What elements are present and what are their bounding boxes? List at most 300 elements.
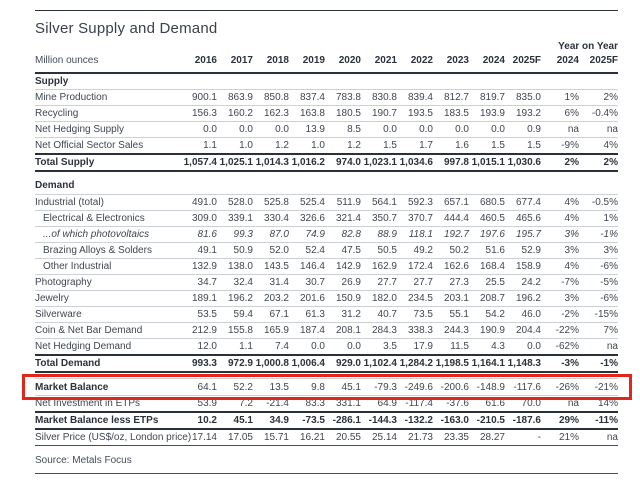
value-cell: 339.1	[227, 212, 253, 224]
yoy-cell: -6%	[600, 292, 618, 304]
value-cell: 187.4	[299, 324, 325, 336]
value-cell: 25.5	[485, 276, 505, 288]
value-cell: 203.1	[443, 292, 469, 304]
row-label: Silver Price (US$/oz, London price)	[35, 432, 192, 443]
yoy-cell: 21%	[558, 432, 579, 443]
row-label: Net Hedging Supply	[35, 124, 124, 135]
yoy-cell: 1%	[564, 92, 579, 103]
value-cell: 53.5	[197, 308, 217, 320]
value-cell: 52.2	[233, 381, 253, 393]
value-cell: 13.9	[305, 124, 325, 135]
value-cell: -286.1	[332, 415, 361, 426]
value-cell: 1,164.1	[471, 357, 505, 369]
value-cell: 511.9	[336, 196, 361, 208]
value-cell: 1.2	[347, 140, 361, 151]
table-row	[35, 138, 618, 155]
value-cell: 1,014.3	[255, 157, 289, 168]
value-cell: 155.8	[227, 324, 253, 336]
value-cell: 23.35	[443, 432, 469, 443]
value-cell: 0.0	[239, 124, 253, 135]
year-column-header: 2016	[194, 55, 217, 66]
value-cell: 208.7	[479, 292, 505, 304]
value-cell: 1,102.4	[363, 357, 397, 369]
value-cell: 0.9	[527, 124, 541, 135]
value-cell: 370.7	[407, 212, 433, 224]
value-cell: 47.5	[341, 244, 361, 256]
row-label: Net Investment in ETPs	[35, 398, 141, 409]
value-cell: 162.6	[443, 260, 469, 272]
yoy-cell: 3%	[564, 244, 579, 256]
value-cell: 0.0	[275, 124, 289, 135]
value-cell: 190.7	[371, 108, 397, 119]
value-cell: 40.7	[377, 308, 397, 320]
value-cell: 83.3	[305, 398, 325, 409]
value-cell: 1.0	[311, 140, 325, 151]
yoy-cell: -7%	[561, 276, 579, 288]
table-row	[35, 338, 618, 355]
yoy-column-header: 2024	[556, 55, 579, 66]
section-header-row	[35, 73, 618, 90]
section-header-row	[35, 178, 618, 194]
value-cell: 64.1	[197, 381, 217, 393]
value-cell: 284.3	[371, 324, 397, 336]
value-cell: 50.2	[449, 244, 469, 256]
value-cell: 30.7	[305, 276, 325, 288]
table-row	[35, 322, 618, 338]
yoy-cell: na	[606, 432, 618, 443]
row-label: Industrial (total)	[35, 196, 104, 208]
value-cell: 929.0	[335, 357, 361, 369]
value-cell: 0.0	[311, 340, 325, 352]
year-column-header: 2020	[338, 55, 361, 66]
value-cell: 830.8	[371, 92, 397, 103]
value-cell: 997.8	[443, 157, 469, 168]
yoy-cell: 3%	[564, 292, 579, 304]
table-row	[35, 210, 618, 226]
yoy-cell: 6%	[564, 108, 579, 119]
top-rule	[35, 10, 618, 11]
value-cell: 11.5	[450, 340, 469, 352]
value-cell: 444.4	[443, 212, 469, 224]
value-cell: 0.0	[419, 124, 433, 135]
value-cell: 193.9	[479, 108, 505, 119]
value-cell: 49.1	[197, 244, 217, 256]
yoy-cell: -0.4%	[591, 108, 618, 119]
table-row	[35, 226, 618, 242]
value-cell: 244.3	[443, 324, 469, 336]
table-row	[35, 242, 618, 258]
table-row	[35, 194, 618, 210]
value-cell: 17.14	[191, 432, 217, 443]
value-cell: 196.2	[227, 292, 253, 304]
value-cell: 34.7	[197, 276, 217, 288]
value-cell: 863.9	[227, 92, 253, 103]
value-cell: 321.4	[335, 212, 361, 224]
value-cell: 52.9	[521, 244, 541, 256]
table-row	[35, 379, 618, 396]
value-cell: 1,023.1	[363, 157, 397, 168]
yoy-cell: 29%	[558, 415, 579, 426]
value-cell: 1.6	[455, 140, 469, 151]
value-cell: 1,284.2	[399, 357, 433, 369]
value-cell: 193.5	[407, 108, 433, 119]
value-cell: 0.0	[347, 340, 361, 352]
yoy-cell: 14%	[597, 398, 618, 409]
value-cell: -132.2	[404, 415, 433, 426]
row-label: Market Balance	[35, 381, 109, 393]
value-cell: -163.0	[440, 415, 469, 426]
value-cell: 46.0	[521, 308, 541, 320]
yoy-cell: na	[567, 124, 579, 135]
value-cell: 1,000.8	[255, 357, 289, 369]
value-cell: 143.5	[263, 260, 289, 272]
yoy-cell: 2%	[564, 157, 579, 168]
yoy-cell: -21%	[594, 381, 618, 393]
table-row	[35, 396, 618, 413]
spacer-row	[35, 171, 618, 178]
row-label: Photography	[35, 276, 92, 288]
value-cell: 17.05	[227, 432, 253, 443]
value-cell: 49.2	[413, 244, 433, 256]
yoy-cell: na	[567, 398, 579, 409]
value-cell: 20.55	[335, 432, 361, 443]
value-cell: 88.9	[377, 228, 397, 240]
value-cell: 203.2	[263, 292, 289, 304]
value-cell: 0.0	[491, 124, 505, 135]
value-cell: 53.9	[197, 398, 217, 409]
yoy-cell: 4%	[564, 196, 579, 208]
yoy-cell: -11%	[595, 415, 618, 426]
yoy-cell: -26%	[555, 381, 579, 393]
value-cell: -249.6	[404, 381, 433, 393]
yoy-cell: 4%	[603, 140, 618, 151]
value-cell: 28.27	[479, 432, 505, 443]
row-label: Recycling	[35, 108, 79, 119]
value-cell: 819.7	[479, 92, 505, 103]
row-label: ...of which photovoltaics	[43, 228, 150, 240]
spacer	[35, 372, 618, 379]
year-column-header: 2019	[302, 55, 325, 66]
value-cell: -37.6	[446, 398, 469, 409]
value-cell: 837.4	[299, 92, 325, 103]
value-cell: 1,006.4	[291, 357, 325, 369]
value-cell: 330.4	[263, 212, 289, 224]
value-cell: 25.14	[371, 432, 397, 443]
value-cell: 331.1	[335, 398, 361, 409]
value-cell: 34.9	[269, 415, 289, 426]
value-cell: 839.4	[407, 92, 433, 103]
value-cell: 1.5	[527, 140, 541, 151]
yoy-cell: -3%	[561, 357, 579, 369]
year-column-header: 2024	[482, 55, 505, 66]
value-cell: 17.9	[413, 340, 433, 352]
table-row	[35, 122, 618, 138]
value-cell: 156.3	[191, 108, 217, 119]
value-cell: 172.4	[407, 260, 433, 272]
value-cell: 50.5	[377, 244, 397, 256]
yoy-cell: -1%	[600, 228, 618, 240]
value-cell: 326.6	[299, 212, 325, 224]
table-row	[35, 429, 618, 446]
yoy-cell: -1%	[600, 357, 618, 369]
value-cell: 1,198.5	[435, 357, 469, 369]
value-cell: 73.5	[413, 308, 433, 320]
value-cell: 1,148.3	[507, 357, 541, 369]
value-cell: 55.1	[449, 308, 469, 320]
total-row	[35, 412, 618, 429]
value-cell: 12.0	[197, 340, 217, 352]
value-cell: 564.1	[371, 196, 397, 208]
year-column-header: 2023	[446, 55, 469, 66]
value-cell: 142.9	[335, 260, 361, 272]
value-cell: 160.2	[227, 108, 253, 119]
yoy-cell: 2%	[603, 92, 618, 103]
section-label: Supply	[35, 76, 69, 87]
value-cell: 1,016.2	[291, 157, 325, 168]
value-cell: 338.3	[407, 324, 433, 336]
value-cell: 783.8	[335, 92, 361, 103]
value-cell: 1.1	[239, 340, 253, 352]
value-cell: 993.3	[191, 357, 217, 369]
year-on-year-header: Year on Year	[558, 41, 618, 52]
value-cell: 0.0	[455, 124, 469, 135]
value-cell: 64.9	[377, 398, 397, 409]
column-header-row	[35, 53, 618, 73]
value-cell: 13.5	[269, 381, 289, 393]
value-cell: 1,057.4	[183, 157, 217, 168]
year-column-header: 2018	[266, 55, 289, 66]
yoy-cell: 2%	[603, 157, 618, 168]
value-cell: 8.5	[347, 124, 361, 135]
table-row	[35, 290, 618, 306]
row-label: Total Supply	[35, 157, 95, 168]
value-cell: 183.5	[443, 108, 469, 119]
row-label: Net Official Sector Sales	[35, 140, 144, 151]
value-cell: 525.8	[263, 196, 289, 208]
value-cell: 26.9	[341, 276, 361, 288]
row-label: Net Hedging Demand	[35, 340, 132, 352]
yoy-cell: -2%	[561, 308, 579, 320]
value-cell: 1.1	[203, 140, 217, 151]
value-cell: -	[537, 432, 541, 443]
yoy-cell: -6%	[600, 260, 618, 272]
value-cell: 193.2	[515, 108, 541, 119]
value-cell: -117.4	[405, 398, 433, 409]
value-cell: 10.2	[197, 415, 217, 426]
row-label: Total Demand	[35, 357, 101, 369]
value-cell: 212.9	[191, 324, 217, 336]
row-label: Electrical & Electronics	[43, 212, 145, 224]
row-label: Other Industrial	[43, 260, 112, 272]
year-column-header: 2025F	[512, 55, 541, 66]
value-cell: 32.4	[233, 276, 253, 288]
value-cell: 189.1	[191, 292, 217, 304]
value-cell: -210.5	[476, 415, 505, 426]
value-cell: 74.9	[305, 228, 325, 240]
value-cell: 9.8	[311, 381, 325, 393]
supply-demand-table	[35, 53, 618, 446]
value-cell: 208.1	[335, 324, 361, 336]
value-cell: 27.3	[449, 276, 469, 288]
value-cell: 835.0	[515, 92, 541, 103]
row-label: Jewelry	[35, 292, 69, 304]
table-row	[35, 306, 618, 322]
value-cell: 45.1	[341, 381, 361, 393]
bottom-rule	[35, 473, 618, 474]
value-cell: -200.6	[440, 381, 469, 393]
total-row	[35, 355, 618, 372]
unit-column-header: Million ounces	[35, 55, 99, 66]
value-cell: -187.6	[512, 415, 541, 426]
yoy-cell: 4%	[564, 260, 579, 272]
value-cell: 197.6	[479, 228, 505, 240]
value-cell: 465.6	[515, 212, 541, 224]
value-cell: 1.0	[239, 140, 253, 151]
value-cell: 7.4	[275, 340, 289, 352]
table-row	[35, 258, 618, 274]
yoy-cell: -62%	[555, 340, 579, 352]
row-label: Market Balance less ETPs	[35, 415, 159, 426]
value-cell: 27.7	[413, 276, 433, 288]
value-cell: 812.7	[443, 92, 469, 103]
value-cell: -21.4	[266, 398, 289, 409]
value-cell: 680.5	[479, 196, 505, 208]
value-cell: 52.4	[305, 244, 325, 256]
value-cell: 87.0	[269, 228, 289, 240]
value-cell: 50.9	[233, 244, 253, 256]
value-cell: 1.5	[491, 140, 505, 151]
row-label: Coin & Net Bar Demand	[35, 324, 143, 336]
value-cell: 309.0	[191, 212, 217, 224]
value-cell: 54.2	[485, 308, 505, 320]
year-column-header: 2021	[374, 55, 397, 66]
yoy-cell: -15%	[594, 308, 618, 320]
value-cell: 82.8	[341, 228, 361, 240]
value-cell: 52.0	[269, 244, 289, 256]
value-cell: 180.5	[335, 108, 361, 119]
value-cell: 70.0	[521, 398, 541, 409]
value-cell: 182.0	[371, 292, 397, 304]
value-cell: 677.4	[515, 196, 541, 208]
yoy-cell: -0.5%	[591, 196, 618, 208]
value-cell: 195.7	[515, 228, 541, 240]
value-cell: 132.9	[191, 260, 217, 272]
yoy-cell: -9%	[561, 140, 579, 151]
value-cell: 27.7	[377, 276, 397, 288]
value-cell: 0.0	[383, 124, 397, 135]
value-cell: -117.6	[513, 381, 541, 393]
table-row	[35, 106, 618, 122]
spacer-row	[35, 372, 618, 379]
value-cell: 204.4	[515, 324, 541, 336]
value-cell: 21.73	[407, 432, 433, 443]
value-cell: 59.4	[233, 308, 253, 320]
yoy-cell: na	[606, 340, 618, 352]
table-row	[35, 90, 618, 106]
value-cell: 7.2	[239, 398, 253, 409]
value-cell: 900.1	[191, 92, 217, 103]
yoy-cell: -22%	[555, 324, 579, 336]
value-cell: 1.7	[419, 140, 433, 151]
value-cell: 234.5	[407, 292, 433, 304]
value-cell: 1,015.1	[471, 157, 505, 168]
value-cell: 192.7	[443, 228, 469, 240]
value-cell: 201.6	[299, 292, 325, 304]
value-cell: -148.9	[476, 381, 505, 393]
value-cell: 1,025.1	[219, 157, 253, 168]
table-row	[35, 274, 618, 290]
value-cell: 150.9	[335, 292, 361, 304]
value-cell: 657.1	[443, 196, 469, 208]
yoy-cell: na	[606, 124, 618, 135]
page-title: Silver Supply and Demand	[35, 20, 218, 37]
section-label: Demand	[35, 180, 75, 192]
value-cell: 162.9	[371, 260, 397, 272]
value-cell: 61.3	[305, 308, 325, 320]
value-cell: 168.4	[479, 260, 505, 272]
total-row	[35, 154, 618, 171]
value-cell: 165.9	[263, 324, 289, 336]
value-cell: 592.3	[407, 196, 433, 208]
yoy-cell: 7%	[603, 324, 618, 336]
value-cell: 24.2	[521, 276, 541, 288]
row-label: Brazing Alloys & Solders	[43, 244, 152, 256]
value-cell: -79.3	[374, 381, 397, 393]
value-cell: 138.0	[227, 260, 253, 272]
spacer	[35, 171, 618, 178]
yoy-cell: 3%	[564, 228, 579, 240]
value-cell: 4.3	[491, 340, 505, 352]
value-cell: 1.2	[275, 140, 289, 151]
yoy-column-header: 2025F	[589, 55, 618, 66]
value-cell: 31.2	[341, 308, 361, 320]
value-cell: 1,030.6	[507, 157, 541, 168]
yoy-cell: 4%	[564, 212, 579, 224]
year-column-header: 2017	[230, 55, 253, 66]
yoy-cell: -5%	[600, 276, 618, 288]
value-cell: -144.3	[368, 415, 397, 426]
row-label: Mine Production	[35, 92, 108, 103]
year-column-header: 2022	[410, 55, 433, 66]
report-table-panel	[35, 10, 618, 474]
value-cell: 15.71	[263, 432, 289, 443]
value-cell: 31.4	[269, 276, 289, 288]
value-cell: 850.8	[263, 92, 289, 103]
value-cell: 163.8	[299, 108, 325, 119]
row-label: Silverware	[35, 308, 82, 320]
value-cell: 158.9	[515, 260, 541, 272]
value-cell: 0.0	[527, 340, 541, 352]
value-cell: 45.1	[233, 415, 253, 426]
value-cell: 162.3	[263, 108, 289, 119]
value-cell: 67.1	[269, 308, 289, 320]
value-cell: 61.6	[485, 398, 505, 409]
value-cell: 491.0	[191, 196, 217, 208]
value-cell: 146.4	[299, 260, 325, 272]
value-cell: 974.0	[335, 157, 361, 168]
yoy-cell: 1%	[603, 212, 618, 224]
yoy-cell: 3%	[603, 244, 618, 256]
value-cell: 81.6	[197, 228, 217, 240]
value-cell: 3.5	[383, 340, 397, 352]
value-cell: 525.4	[299, 196, 325, 208]
value-cell: 460.5	[479, 212, 505, 224]
value-cell: -73.5	[302, 415, 325, 426]
source-note: Source: Metals Focus	[35, 455, 132, 466]
value-cell: 972.9	[227, 357, 253, 369]
value-cell: 528.0	[227, 196, 253, 208]
value-cell: 1.5	[383, 140, 397, 151]
